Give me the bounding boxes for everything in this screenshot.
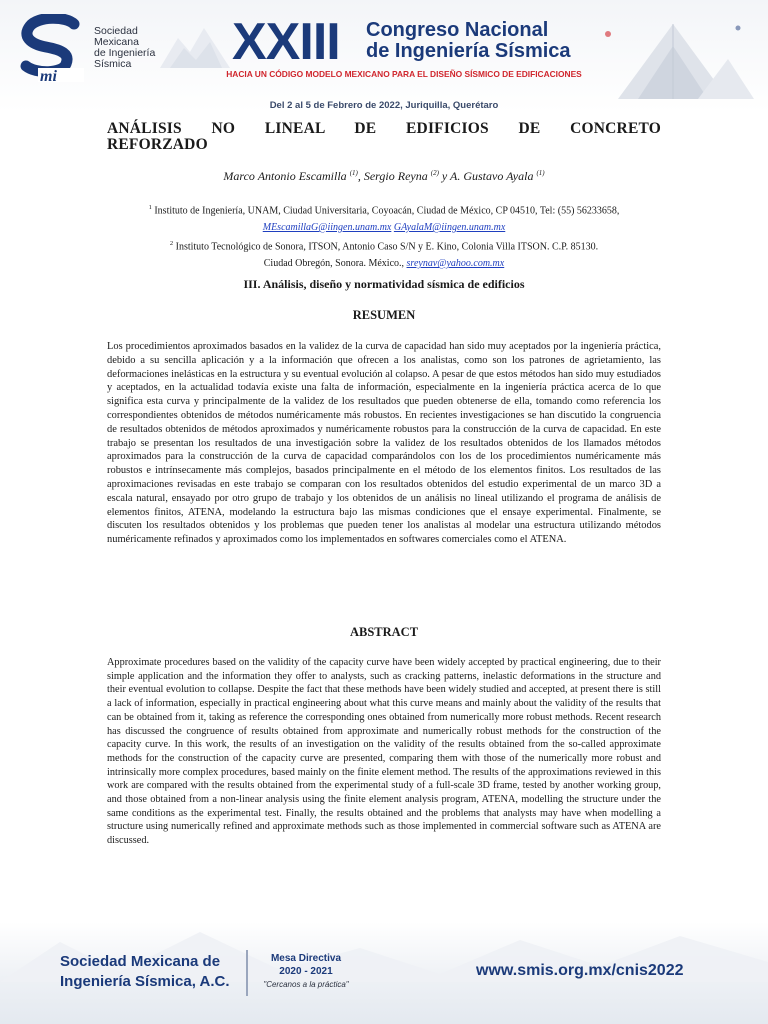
logo-wordmark	[94, 26, 155, 70]
author-separator: ,	[357, 169, 364, 183]
affiliation-1-emails	[100, 220, 668, 237]
pyramid-decoration-icon	[578, 4, 754, 104]
affiliation-2-city	[100, 256, 668, 273]
conference-header	[0, 0, 768, 112]
author-affiliation-mark: (1)	[349, 169, 358, 177]
topic-heading: III. Análisis, diseño y normatividad sísmica de edificios	[243, 277, 525, 291]
logo-line: Sociedad	[94, 25, 138, 37]
author-name: Sergio Reyna	[363, 169, 428, 183]
author-list	[0, 169, 768, 184]
email-link[interactable]: sreynav@yahoo.com.mx	[406, 258, 505, 270]
affiliation-text: Instituto de Ingeniería, UNAM, Ciudad Universitaria, Coyoacán, Ciudad de México, CP 04510, Tel: (55) 56233658,	[154, 205, 620, 217]
footer-mesa-directiva	[256, 952, 356, 991]
footer-organization	[60, 952, 230, 992]
conference-url-link[interactable]: www.smis.org.mx/cnis2022	[476, 962, 684, 979]
affiliations	[100, 200, 668, 273]
author-affiliation-mark: (2)	[430, 169, 439, 177]
author-affiliation-mark: (1)	[536, 169, 545, 177]
logo-line: de Ingeniería	[94, 47, 156, 59]
footer-org-line: Sociedad Mexicana de	[60, 953, 221, 970]
author-separator: y	[438, 169, 451, 183]
resumen-paragraph: Los procedimientos aproximados basados en la validez de la curva de capacidad han sido muy aceptados por la ingeniería práctica, debido a su sencilla aplicación y a la información que ofrecen a los analistas, como son los patrones de agrietamiento, las deformaciones inelásticas en la estructura y su eventual evolución al colapso. A pesar de que estos métodos han sido muy estudiados y aceptados, en la actualidad todavía existe una falta de información, especialmente en la ingeniería práctica acerca de lo que significa esta curva y principalmente de la validez de los resultados que pueden obtenerse de ella, tomando como referencia los correspondientes obtenidos de métodos numéricamente más robustos. En recientes investigaciones se han discutido la congruencia de resultados obtenidos de métodos aproximados y numéricamente robustos para la construcción de la curva de capacidad. En este trabajo se presentan los resultados de una investigación sobre la validez de los resultados obtenidos de los llamados métodos aproximados para la construcción de la curva de capacidad comparándolos con los de los procedimientos numéricamente más robustos e intrínsecamente más complejos, basados principalmente en el método de los elementos finitos. Los resultados de las aproximaciones revisadas en este trabajo se comparan con los resultados obtenidos del estudio experimental de un marco 3D a escala natural, ensayado por otro grupo de trabajo y los obtenidos de un análisis no lineal utilizando el programa de análisis de elementos finitos, ATENA, modelando la estructura bajo las mismas condiciones que el ensaye experimental. Finalmente, se discuten los resultados obtenidos y los problemas que pueden tener los analistas al modelar una estructura utilizando métodos numéricamente refinados y aproximados como los implementados en softwares comerciales como el ATENA.	[107, 341, 661, 546]
affiliation-mark: 2	[169, 240, 174, 248]
affiliation-text: Ciudad Obregón, Sonora. México.,	[263, 258, 405, 270]
affiliation-1	[100, 200, 668, 220]
affiliation-mark: 1	[148, 204, 152, 211]
author-name: Marco Antonio Escamilla	[223, 169, 347, 183]
congress-tagline: HACIA UN CÓDIGO MODELO MEXICANO PARA EL DISEÑO SÍSMICO DE EDIFICACIONES	[226, 69, 582, 79]
footer-divider	[246, 950, 248, 996]
logo-line: Mexicana	[94, 36, 139, 48]
email-link[interactable]: GAyalaM@iingen.unam.mx	[393, 221, 506, 233]
logo-line: Sísmica	[94, 58, 132, 70]
resumen-heading: RESUMEN	[352, 308, 416, 322]
abstract-heading: ABSTRACT	[349, 625, 419, 639]
paper-title: ANÁLISIS NO LINEAL DE EDIFICIOS DE CONCRETO	[107, 120, 661, 137]
affiliation-2	[100, 236, 668, 256]
congress-title-line: de Ingeniería Sísmica	[366, 40, 571, 62]
congress-number: XXIII	[232, 13, 340, 71]
smis-logo-icon	[16, 14, 88, 84]
email-link[interactable]: MEscamillaG@iingen.unam.mx	[262, 221, 392, 233]
congress-title-line: Congreso Nacional	[366, 19, 549, 41]
author-name: A. Gustavo Ayala	[450, 169, 534, 183]
abstract-paragraph: Approximate procedures based on the validity of the capacity curve have been widely accepted by practical engineering, due to their simple application and the information they offer to analysts, such as cracking patterns, inelastic deformations in the structure and their eventual evolution to collapse. Despite the fact that these methods have been widely studied and accepted, at present there is still a lack of information, especially in practical engineering about what this curve means and mainly about the validity of the results that can be obtained from it, taking as reference the corresponding ones obtained from numerically more robust methods. Recent research has discussed the congruence of results obtained from approximate and numerically robust methods for the construction of the capacity curve. In this work, the results of an investigation on the validity of the results obtained from the so-called approximate methods for the construction of the capacity curve are presented, comparing them with those of the numerically more robust and intrinsically more complex procedures, based mainly on the finite element method. The results of the approximations reviewed in this work are compared with the results obtained from the experimental study of a full-scale 3D frame, tested by another working group, and those obtained from a non-linear analysis using the finite element analysis program, ATENA, modelling the structure under the same conditions as the experimental test. Finally, the results obtained and the problems that analysts may have when modelling a structure using numerically refined and approximate methods such as those implemented in commercial software such as ATENA are discussed.	[107, 657, 661, 847]
footer-org-line: Ingeniería Sísmica, A.C.	[60, 973, 230, 990]
svg-text:mi: mi	[40, 68, 57, 84]
mesa-title: Mesa Directiva	[270, 953, 342, 964]
mesa-years: 2020 - 2021	[279, 966, 333, 977]
paper-title-continued: REFORZADO	[107, 136, 208, 153]
mesa-motto: "Cercanos a la práctica"	[263, 980, 349, 989]
congress-title	[366, 20, 571, 62]
mountain-decoration-icon	[160, 8, 230, 78]
conference-dates: Del 2 al 5 de Febrero de 2022, Juriquilla, Querétaro	[269, 100, 499, 111]
affiliation-text: Instituto Tecnológico de Sonora, ITSON, Antonio Caso S/N y E. Kino, Colonia Villa ITSON. C.P. 85130.	[175, 241, 599, 253]
